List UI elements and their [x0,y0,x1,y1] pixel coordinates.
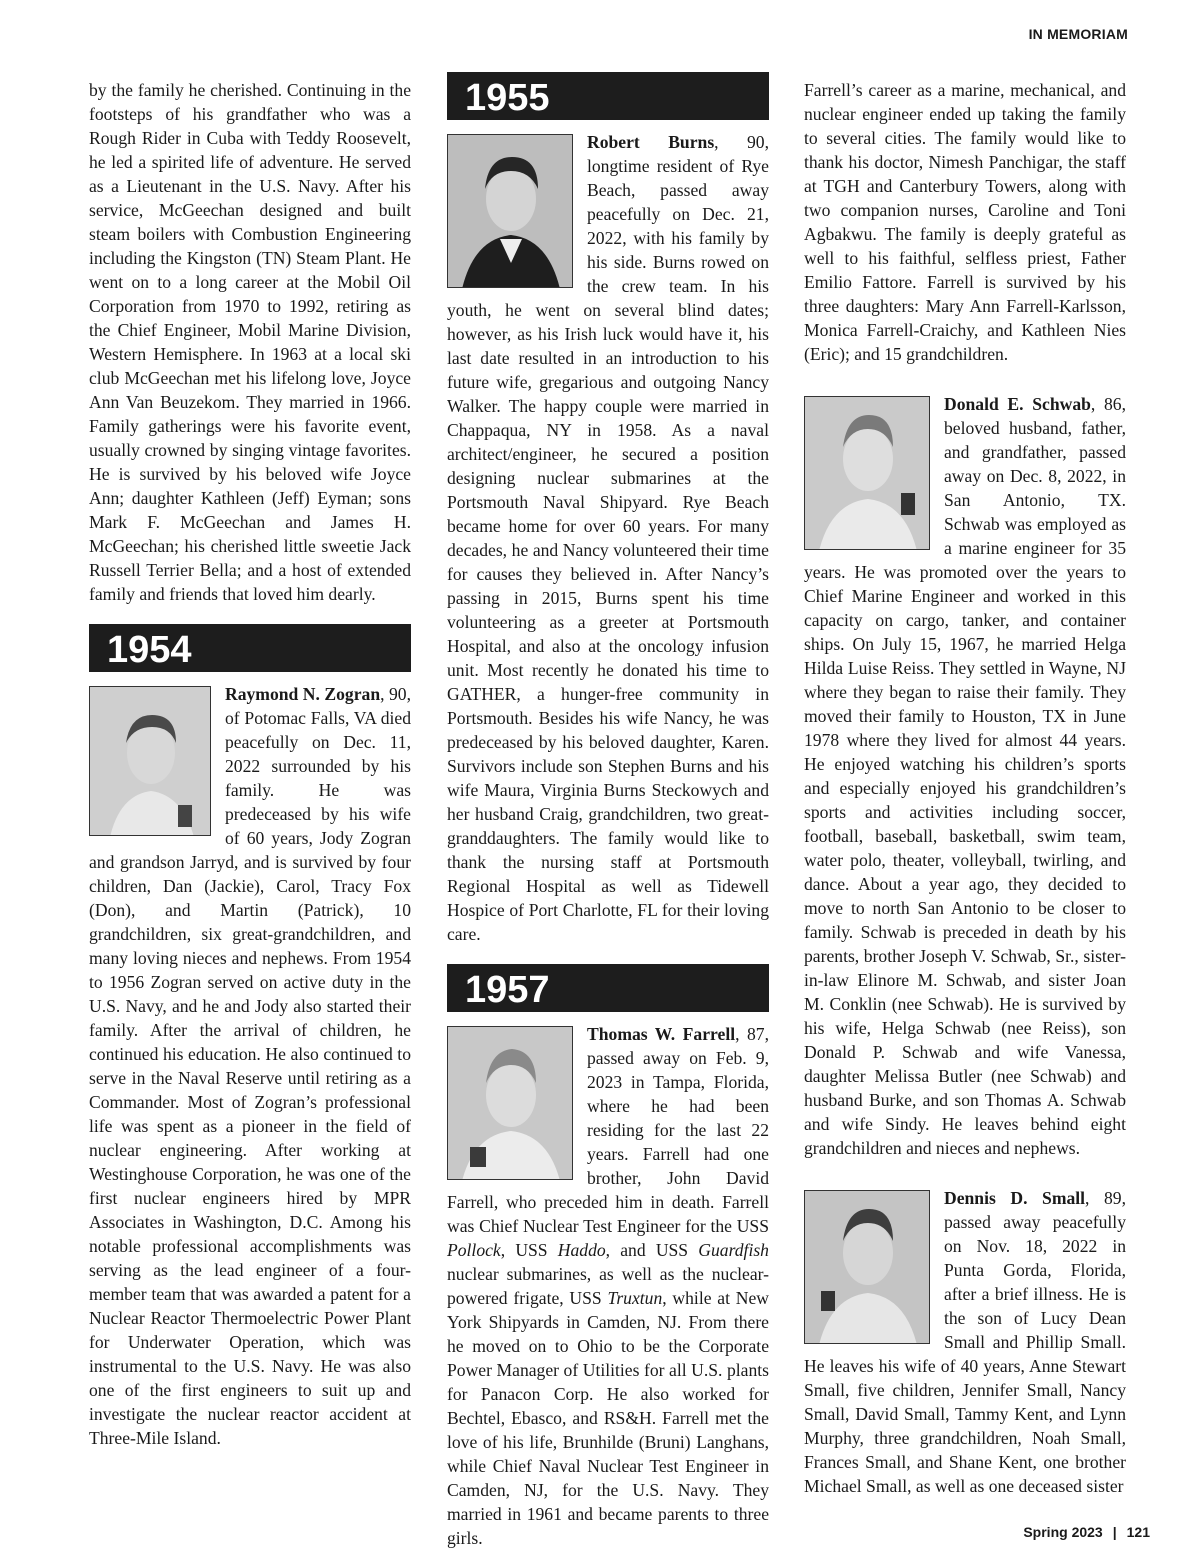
portrait-photo-burns [447,134,573,288]
obituary-text: , 89, passed away peacefully on Nov. 18, 2022 in Punta Gorda, Florida, after a brief illness. He is the son of Lucy Dean Small and Phillip Small. He leaves his wife of 40 years, Anne Stewart Small, five children, Jennifer Small, Nancy Small, David Small, Tammy Kent, and Lynn Murphy, three grandchildren, Noah Small, Frances Small, and Shane Kent, one brother Michael Small, as well as one deceased sister [804,1188,1126,1496]
year-banner-1955: 1955 [447,72,769,120]
portrait-photo-schwab [804,396,930,550]
obituary-name: Donald E. Schwab [944,394,1091,414]
continued-obituary-farrell: Farrell’s career as a marine, mechanical, and nuclear engineer ended up taking the family to several cities. The family would like to thank his doctor, Nimesh Panchigar, the staff at TGH and Canterbury Towers, along with two companion nurses, Caroline and Toni Agbakwu. The family is deeply grateful as well to his faithful, selfless priest, Father Emilio Fattore. Farrell is survived by his three daughters: Mary Ann Farrell-Karlsson, Monica Farrell-Craichy, and Kathleen Nies (Eric); and 15 grandchildren. [804,80,1126,364]
portrait-icon [805,397,930,550]
obituary-text: nuclear submarines, as well as the nuclear-powered frigate, USS [447,1264,769,1308]
year-banner-1954: 1954 [89,624,411,672]
portrait-photo-farrell [447,1026,573,1180]
obituary-text: , 87, passed away on Feb. 9, 2023 in Tampa, Florida, where he had been residing for the last 22 years. Farrell had one brother, John David Farrell, who preceded him in death. Farrell was Chief Nuclear Test Engineer for the USS [447,1024,769,1236]
portrait-icon [90,687,211,836]
year-banner-1957: 1957 [447,964,769,1012]
obituary-name: Thomas W. Farrell [587,1024,736,1044]
obituary-text: , 90, of Potomac Falls, VA died peacefully on Dec. 11, 2022 surrounded by his family. He was predeceased by his wife of 60 years, Jody Zogran and grandson Jarryd, and is survived by four children, Dan (Jackie), Carol, Tracy Fox (Don), and Martin (Patrick), 10 grandchildren, six great-grandchildren, and many loving nieces and nephews. From 1954 to 1956 Zogran served on active duty in the U.S. Navy, and he and Jody also started their family. After the arrival of children, he continued his education. He also continued to serve in the Naval Reserve until retiring as a Commander. Most of Zogran’s professional life was spent as a pioneer in the field of nuclear engineering. After working at Westinghouse Corporation, he was one of the first nuclear engineers hired by MPR Associates in Washington, D.C. Among his notable professional accomplishments was serving as the lead engineer of a four-member team that was awarded a patent for a Nuclear Reactor Thermoelectric Power Plant for Underwater Operation, which was instrumental to the U.S. Navy. He was also one of the first engineers to suit up and investigate the nuclear reactor accident at Three-Mile Island. [89,684,411,1448]
column-3 [804,78,1126,1498]
ship-name: Guardfish [698,1240,769,1260]
ship-name: Truxtun [607,1288,663,1308]
portrait-icon [448,135,573,288]
obituary-text: , USS [500,1240,558,1260]
obituary-text: , 90, longtime resident of Rye Beach, passed away peacefully on Dec. 21, 2022, with his family by his side. Burns rowed on the crew team. In his youth, he went on several blind dates; however, as his Irish luck would have it, his last date resulted in an introduction to his future wife, gregarious and outgoing Nancy Walker. The happy couple were married in Chappaqua, NY in 1958. As a naval architect/engineer, he secured a position designing nuclear submarines at the Portsmouth Naval Shipyard. Rye Beach became home for over 60 years. For many decades, he and Nancy volunteered their time for causes they believed in. After Nancy’s passing in 2015, Burns spent his time volunteering as a greeter at Portsmouth Hospital, and also at the oncology infusion unit. Most recently he donated his time to GATHER, a hunger-free community in Portsmouth. Besides his wife Nancy, he was predeceased by his beloved daughter, Karen. Survivors include son Stephen Burns and his wife Maura, Virginia Burns Steckowych and her husband Craig, grandchildren, two great-granddaughters. The family would like to thank the nursing staff at Portsmouth Regional Hospital as well as Tidewell Hospice of Port Charlotte, FL for their loving care. [447,132,769,944]
footer-separator: | [1112,1524,1117,1540]
page-number: 121 [1126,1524,1150,1540]
ship-name: Pollock [447,1240,501,1260]
portrait-icon [805,1191,930,1344]
obituary-text: , 86, beloved husband, father, and grandfather, passed away on Dec. 8, 2022, in San Antonio, TX. Schwab was employed as a marine engineer for 35 years. He was promoted over the years to Chief Marine Engineer and worked in this capacity on cargo, tanker, and container ships. On July 15, 1967, he married Helga Hilda Luise Reiss. They settled in Wayne, NJ where they began to raise their family. They moved their family to Houston, TX in June 1978 where they lived for almost 44 years. He enjoyed watching his children’s sports and especially enjoyed his grandchildren’s sports and activities including soccer, football, baseball, basketball, swim team, water polo, theater, volleyball, twirling, and dance. About a year ago, they decided to move to north San Antonio to be closer to family. Schwab is preceded in death by his parents, brother Joseph V. Schwab, Sr., sister-in-law Elinore M. Schwab, and sister Joan M. Conklin (nee Schwab). He is survived by his wife, Helga Schwab (nee Reiss), son Donald P. Schwab and wife Vanessa, daughter Melissa Butler (nee Schwab) and husband Burke, and son Thomas A. Schwab and wife Sindy. He leaves behind eight grandchildren and nieces and nephews. [804,394,1126,1158]
page-footer [1023,1524,1150,1540]
continued-obituary-mcgeechan: by the family he cherished. Continuing in the footsteps of his grandfather who was a Rough Rider in Cuba with Teddy Roosevelt, he led a spirited life of adventure. He served as a Lieutenant in the U.S. Navy. After his service, McGeechan designed and built steam boilers with Combustion Engineering including the Kingston (TN) Steam Plant. He went on to a long career at the Mobil Oil Corporation from 1970 to 1992, retiring as the Chief Engineer, Mobil Marine Division, Western Hemisphere. In 1963 at a local ski club McGeechan met his lifelong love, Joyce Ann Van Beuzekom. They married in 1966. Family gatherings were his favorite event, usually crowned by singing vintage favorites. He is survived by his beloved wife Joyce Ann; daughter Kathleen (Jeff) Eyman; sons Mark F. McGeechan and James H. McGeechan; his cherished little sweetie Jack Russell Terrier Bella; and a host of extended family and friends that loved him dearly. [89,80,411,604]
portrait-icon [448,1027,573,1180]
obituary-text: , while at New York Shipyards in Camden, NJ. From there he moved on to Ohio to be the Corporate Power Manager of Utilities for all U.S. plants for Panacon Corp. He also worked for Bechtel, Ebasco, and RS&H. Farrell met the love of his life, Brunhilde (Bruni) Langhans, while Chief Naval Nuclear Test Engineer in Camden, NJ, for the U.S. Navy. They married in 1961 and became parents to three girls. [447,1288,769,1548]
obituary-name: Dennis D. Small [944,1188,1086,1208]
column-2 [447,72,769,1550]
column-1 [89,78,411,1450]
section-header: IN MEMORIAM [1028,26,1128,42]
ship-name: Haddo [557,1240,606,1260]
obituary-name: Robert Burns [587,132,715,152]
obituary-text: , and USS [605,1240,699,1260]
portrait-photo-small [804,1190,930,1344]
portrait-photo-zogran [89,686,211,836]
obituary-name: Raymond N. Zogran [225,684,381,704]
issue-label: Spring 2023 [1023,1524,1103,1540]
